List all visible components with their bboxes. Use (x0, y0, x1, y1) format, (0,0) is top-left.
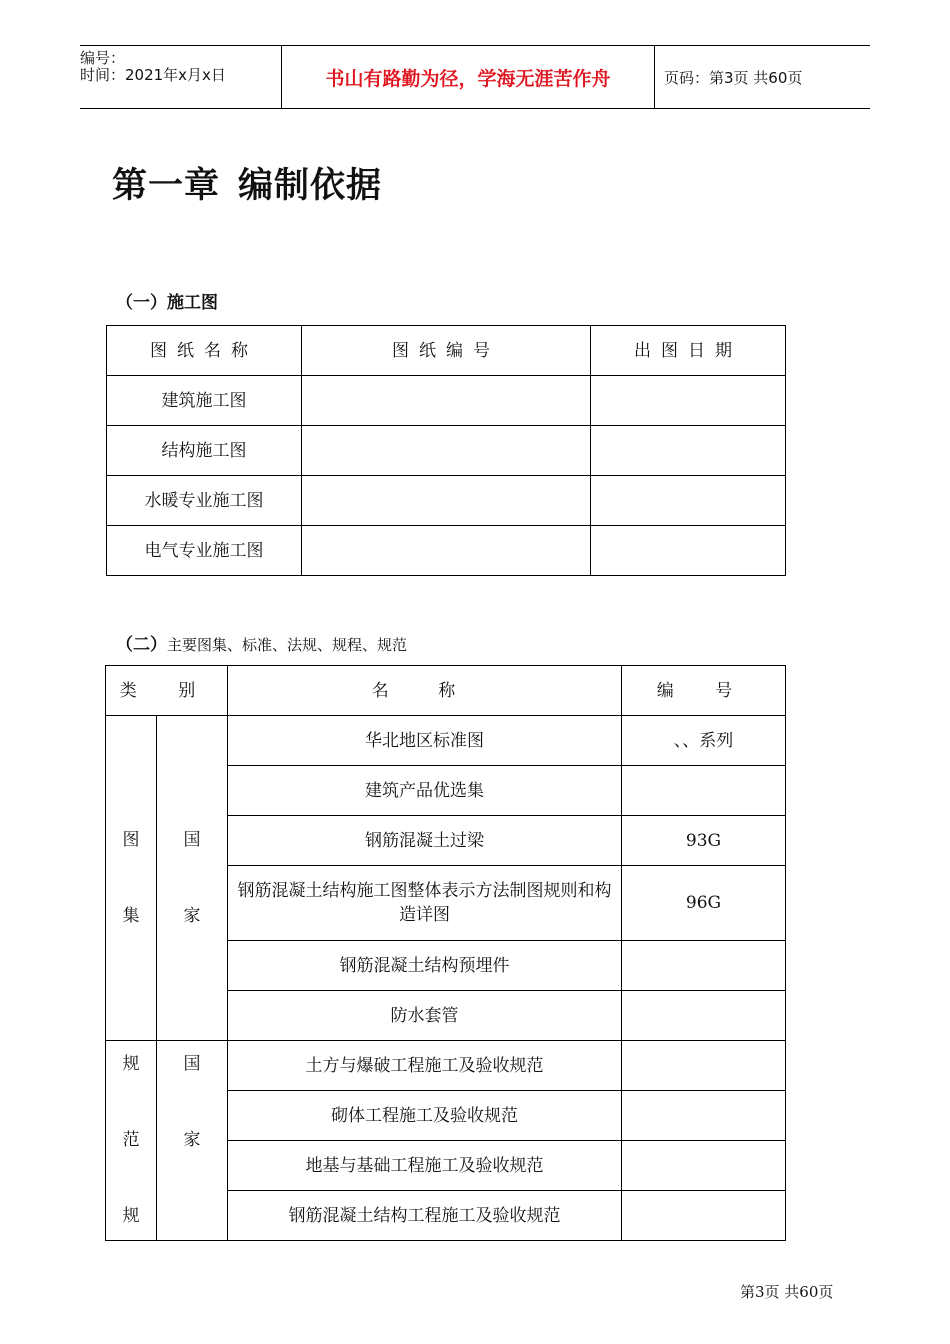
category-char: 规 (122, 1206, 140, 1226)
standard-name: 砌体工程施工及验收规范 (228, 1091, 622, 1141)
table-row (107, 426, 786, 476)
header-motto: 书山有路勤为径，学海无涯苦作舟 (282, 46, 655, 108)
header-code: 编 号 (622, 666, 786, 716)
drawing-name: 结构施工图 (107, 426, 302, 476)
standard-name: 钢筋混凝土结构工程施工及验收规范 (228, 1191, 622, 1241)
standard-name: 地基与基础工程施工及验收规范 (228, 1141, 622, 1191)
header-name: 名 称 (228, 666, 622, 716)
table-row (106, 1041, 786, 1091)
subcategory-cell-national (157, 1041, 228, 1241)
header-category: 类 别 (106, 666, 228, 716)
subcategory-char: 家 (183, 906, 201, 926)
drawing-name: 水暖专业施工图 (107, 476, 302, 526)
drawing-date (591, 426, 786, 476)
category-char: 集 (122, 906, 140, 926)
standard-code: 93G (622, 816, 786, 866)
subcategory-char: 国 (183, 830, 201, 850)
standard-name: 钢筋混凝土过梁 (228, 816, 622, 866)
standard-name: 土方与爆破工程施工及验收规范 (228, 1041, 622, 1091)
category-cell-atlas (106, 716, 157, 1041)
page-header (80, 45, 870, 109)
header-cell: 图纸编号 (302, 326, 591, 376)
category-char: 图 (122, 830, 140, 850)
standard-code (622, 1141, 786, 1191)
table-row (107, 376, 786, 426)
page-footer: 第3页 共60页 (740, 1283, 834, 1301)
drawing-number (302, 376, 591, 426)
drawing-number (302, 476, 591, 526)
standard-name: 建筑产品优选集 (228, 766, 622, 816)
section-1-title: （一）施工图 (116, 293, 218, 313)
table-row (107, 526, 786, 576)
header-page-label: 页码：第3页 共60页 (664, 68, 803, 87)
subcategory-char: 国 (183, 1054, 201, 1074)
chapter-number: 第一章 (112, 166, 221, 206)
drawing-name: 建筑施工图 (107, 376, 302, 426)
standard-name: 华北地区标准图 (228, 716, 622, 766)
header-meta (80, 46, 282, 108)
time-label: 时间：2021年x月x日 (80, 66, 226, 84)
standard-code (622, 941, 786, 991)
section-2-title (116, 630, 407, 655)
standard-code: 96G (622, 866, 786, 941)
standard-code (622, 991, 786, 1041)
category-char: 规 (122, 1054, 140, 1074)
chapter-name: 编制依据 (238, 166, 383, 206)
drawing-date (591, 526, 786, 576)
standard-code (622, 1191, 786, 1241)
standard-name: 防水套管 (228, 991, 622, 1041)
standard-code: 、、系列 (622, 716, 786, 766)
table-row (106, 716, 786, 766)
standard-name: 钢筋混凝土结构施工图整体表示方法制图规则和构造详图 (228, 866, 622, 941)
drawings-table (106, 325, 786, 576)
drawing-name: 电气专业施工图 (107, 526, 302, 576)
subcategory-cell-national (157, 716, 228, 1041)
section-2-prefix: （二） (116, 635, 167, 655)
table-header-row (107, 326, 786, 376)
drawing-number (302, 426, 591, 476)
section-2-text: 主要图集、标准、法规、规程、规范 (167, 636, 408, 654)
category-char: 范 (122, 1130, 140, 1150)
header-cell: 图纸名称 (107, 326, 302, 376)
category-cell-code (106, 1041, 157, 1241)
standards-table (105, 665, 786, 1241)
header-cell: 出图日期 (591, 326, 786, 376)
standard-code (622, 766, 786, 816)
table-header-row (106, 666, 786, 716)
standard-code (622, 1041, 786, 1091)
standard-name: 钢筋混凝土结构预埋件 (228, 941, 622, 991)
subcategory-char: 家 (183, 1130, 201, 1150)
table-row (107, 476, 786, 526)
standard-code (622, 1091, 786, 1141)
drawing-date (591, 476, 786, 526)
number-label: 编号： (80, 49, 126, 67)
drawing-date (591, 376, 786, 426)
chapter-title (112, 158, 382, 208)
drawing-number (302, 526, 591, 576)
